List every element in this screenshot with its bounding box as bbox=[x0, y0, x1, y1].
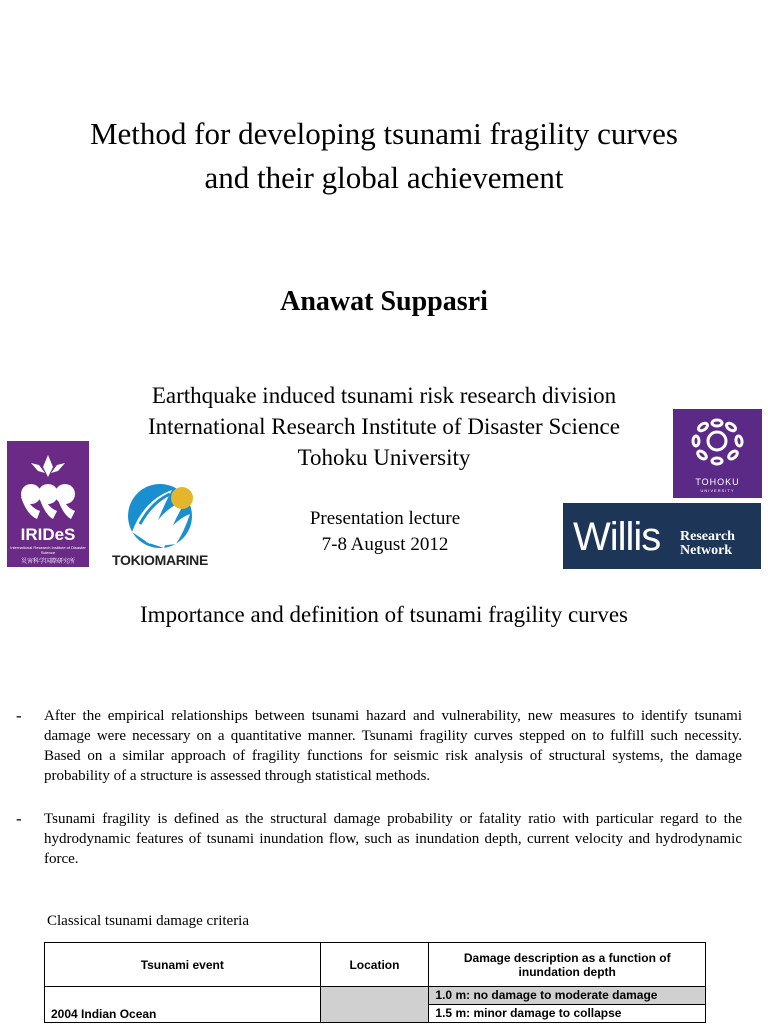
tohoku-university-logo bbox=[673, 409, 762, 498]
willis-logo-main: Willis bbox=[573, 515, 661, 559]
tokio-marine-globe-icon bbox=[100, 480, 220, 550]
presentation-line-2: 7-8 August 2012 bbox=[321, 534, 449, 555]
affiliation-line-3: Tohoku University bbox=[297, 445, 471, 470]
table-header-row bbox=[45, 943, 706, 987]
bullet-item bbox=[16, 809, 742, 869]
section-heading: Importance and definition of tsunami fragility curves bbox=[140, 602, 628, 627]
affiliation-line-1: Earthquake induced tsunami risk research division bbox=[151, 383, 617, 408]
bullet-marker: - bbox=[16, 809, 22, 828]
tokio-marine-logo-name: TOKIOMARINE bbox=[112, 552, 208, 568]
page-title bbox=[0, 112, 768, 200]
tohoku-logo-name: TOHOKU bbox=[695, 477, 740, 487]
bullet-item bbox=[16, 706, 742, 786]
irides-logo-subtitle: International Research Institute of Disaster Science bbox=[10, 545, 86, 555]
tokio-marine-logo bbox=[100, 480, 220, 570]
irides-logo-japanese: 災害科学国際研究所 bbox=[20, 559, 75, 565]
presentation-line-1: Presentation lecture bbox=[309, 508, 461, 529]
damage-criteria-table bbox=[44, 942, 706, 1023]
tohoku-logo-subtitle: UNIVERSITY bbox=[700, 488, 735, 493]
cell-event: 2004 Indian Ocean bbox=[45, 987, 321, 1023]
willis-logo-network: Network bbox=[680, 543, 733, 558]
author-name: Anawat Suppasri bbox=[280, 286, 488, 317]
cell-location bbox=[320, 987, 429, 1023]
willis-logo-research: Research bbox=[680, 529, 735, 544]
header-location: Location bbox=[320, 943, 429, 987]
affiliation-line-2: International Research Institute of Disaster Science bbox=[148, 414, 620, 439]
title-line-2: and their global achievement bbox=[204, 160, 564, 195]
affiliation bbox=[0, 380, 768, 473]
table-row bbox=[45, 987, 706, 1005]
bullet-text: Tsunami fragility is defined as the structural damage probability or fatality ratio with particular regard to the hydrodynamic features of tsunami inundation flow, such as inundation depth, current velocity and hydrodynamic force. bbox=[44, 811, 742, 867]
bullet-marker: - bbox=[16, 706, 22, 725]
tohoku-emblem-icon bbox=[673, 409, 762, 475]
cell-description: 1.0 m: no damage to moderate damage bbox=[429, 987, 706, 1005]
presentation-info bbox=[240, 506, 530, 558]
table-caption: Classical tsunami damage criteria bbox=[47, 913, 250, 929]
irides-logo bbox=[7, 441, 89, 567]
header-damage-description: Damage description as a function of inundation depth bbox=[429, 943, 706, 987]
cell-description: 1.5 m: minor damage to collapse bbox=[429, 1005, 706, 1023]
title-line-1: Method for developing tsunami fragility curves bbox=[89, 116, 678, 151]
header-tsunami-event: Tsunami event bbox=[45, 943, 321, 987]
bullet-text: After the empirical relationships between tsunami hazard and vulnerability, new measures to identify tsunami damage were necessary on a quantitative manner. Tsunami fragility curves stepped on to fulfill such necessity. Based on a similar approach of fragility functions for seismic risk analysis of structural systems, the damage probability of a structure is assessed through statistical methods. bbox=[44, 708, 742, 784]
irides-logo-name: IRIDeS bbox=[20, 525, 76, 544]
irides-emblem-icon bbox=[7, 441, 89, 525]
willis-research-network-logo bbox=[563, 503, 761, 569]
